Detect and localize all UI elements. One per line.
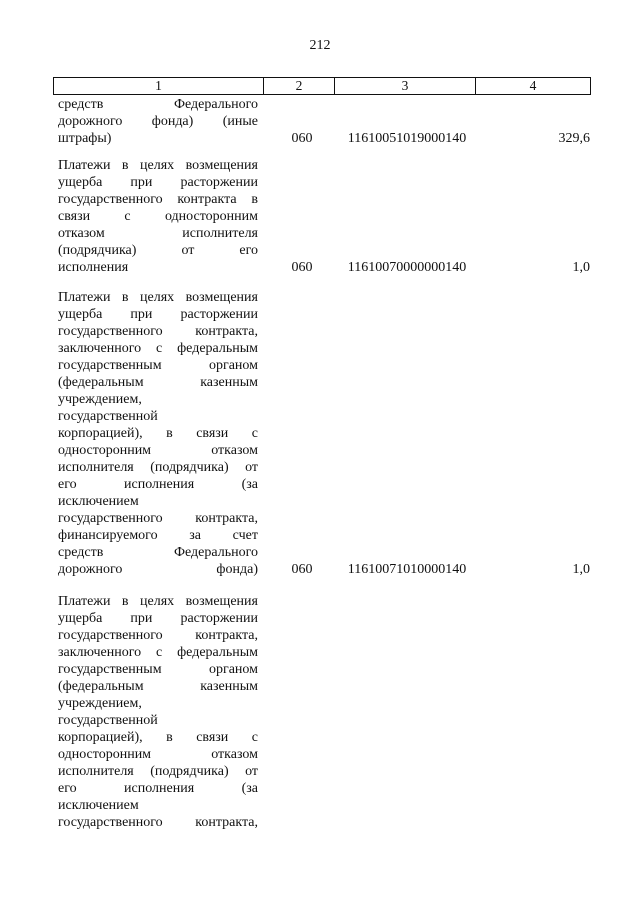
description-word: штрафы) — [58, 131, 112, 146]
description-word: ущерба — [58, 307, 103, 322]
description-word: (за — [241, 781, 258, 796]
description-line — [58, 225, 258, 242]
description-word: в — [166, 730, 173, 745]
description-word: исполнителя — [58, 460, 134, 475]
column-header-3: 3 — [335, 78, 476, 95]
description-word: исполнения — [124, 781, 195, 796]
row-amount: 1,0 — [572, 260, 590, 275]
description-line — [58, 510, 258, 527]
row-code: 060 — [291, 131, 313, 146]
row-amount: 1,0 — [572, 562, 590, 577]
row-description — [58, 289, 258, 578]
table-row — [58, 157, 590, 276]
description-word: при — [130, 611, 153, 626]
table-row — [58, 96, 590, 147]
description-word: (иные — [222, 114, 258, 129]
description-line — [58, 712, 258, 729]
description-word: исполнителя — [58, 764, 134, 779]
description-word: дорожного — [58, 114, 123, 129]
description-word: односторонним — [58, 747, 152, 762]
description-word: отказом — [58, 226, 105, 241]
description-word: его — [58, 477, 77, 492]
description-word: государственного — [58, 628, 163, 643]
description-line — [58, 593, 258, 610]
description-line — [58, 174, 258, 191]
description-line — [58, 459, 258, 476]
description-word: за — [189, 528, 201, 543]
description-word: контракта, — [195, 628, 258, 643]
description-word: дорожного фонда) — [58, 562, 258, 577]
description-word: его — [239, 243, 258, 258]
description-word: при — [130, 175, 153, 190]
row-description — [58, 593, 258, 831]
page-number: 212 — [309, 38, 331, 53]
description-line — [58, 113, 258, 130]
description-word: Платежи — [58, 594, 111, 609]
description-word: корпорацией), — [58, 730, 143, 745]
description-word: возмещения — [185, 158, 258, 173]
description-word: исполнения — [58, 260, 129, 275]
description-line — [58, 561, 258, 578]
description-word: (федеральным — [58, 679, 144, 694]
description-word: государственным — [58, 662, 162, 677]
description-word: в — [166, 426, 173, 441]
description-word: целях — [140, 594, 175, 609]
description-word: средств — [58, 97, 104, 112]
description-word: государственного контракта, — [58, 815, 258, 830]
description-line — [58, 442, 258, 459]
description-line — [58, 476, 258, 493]
description-word: государственного — [58, 324, 163, 339]
description-word: корпорацией), — [58, 426, 143, 441]
description-word: отказом — [211, 443, 258, 458]
description-line — [58, 340, 258, 357]
description-line — [58, 678, 258, 695]
description-word: с — [124, 209, 131, 224]
description-line — [58, 797, 258, 814]
description-word: федеральным — [177, 645, 258, 660]
description-word: учреждением, — [58, 392, 142, 407]
description-word: возмещения — [185, 594, 258, 609]
description-word: (подрядчика) — [150, 460, 229, 475]
row-description — [58, 157, 258, 276]
description-word: с — [251, 426, 258, 441]
column-header-2: 2 — [264, 78, 335, 95]
description-word: фонда) — [151, 114, 194, 129]
description-word: исполнителя — [182, 226, 258, 241]
description-word: расторжении — [180, 611, 258, 626]
description-word: учреждением, — [58, 696, 142, 711]
description-word: его — [58, 781, 77, 796]
description-word: органом — [208, 358, 258, 373]
description-word: связи — [58, 209, 91, 224]
description-word: с — [251, 730, 258, 745]
description-word: заключенного — [58, 341, 142, 356]
description-word: возмещения — [185, 290, 258, 305]
description-word: (федеральным — [58, 375, 144, 390]
description-line — [58, 627, 258, 644]
description-line — [58, 96, 258, 113]
table-row — [58, 289, 590, 578]
column-header-4: 4 — [476, 78, 591, 95]
table-row — [58, 593, 590, 831]
description-line — [58, 695, 258, 712]
description-word: контракта — [177, 192, 237, 207]
row-kbk-code: 11610070000000140 — [347, 260, 467, 275]
description-word: Федерального — [173, 545, 258, 560]
description-word: государственным — [58, 358, 162, 373]
description-word: исключением — [58, 494, 139, 509]
description-word: в — [121, 594, 129, 609]
description-word: связи — [196, 730, 229, 745]
description-line — [58, 259, 258, 276]
description-word: от — [245, 460, 258, 475]
description-line — [58, 610, 258, 627]
description-word: односторонним — [164, 209, 258, 224]
description-word: в — [121, 158, 129, 173]
row-code: 060 — [291, 562, 313, 577]
description-line — [58, 391, 258, 408]
description-line — [58, 408, 258, 425]
description-word: государственной — [58, 409, 158, 424]
column-header-1: 1 — [54, 78, 264, 95]
description-line — [58, 242, 258, 259]
description-line — [58, 661, 258, 678]
description-word: федеральным — [177, 341, 258, 356]
column-header-row — [54, 78, 591, 95]
row-description — [58, 96, 258, 147]
description-word: контракта, — [195, 324, 258, 339]
description-word: Платежи — [58, 158, 111, 173]
description-word: казенным — [200, 375, 258, 390]
description-word: односторонним — [58, 443, 152, 458]
description-line — [58, 357, 258, 374]
description-line — [58, 814, 258, 831]
description-word: средств — [58, 545, 104, 560]
description-word: с — [155, 341, 163, 356]
description-word: целях — [140, 290, 175, 305]
description-line — [58, 130, 258, 147]
description-word: органом — [208, 662, 258, 677]
description-word: счет — [232, 528, 258, 543]
description-line — [58, 493, 258, 510]
description-word: в — [251, 192, 258, 207]
description-word: исполнения — [124, 477, 195, 492]
row-kbk-code: 11610071010000140 — [347, 562, 467, 577]
description-line — [58, 323, 258, 340]
description-word: ущерба — [58, 175, 103, 190]
description-word: (за — [241, 477, 258, 492]
description-word: казенным — [200, 679, 258, 694]
description-word: государственной — [58, 713, 158, 728]
description-word: (подрядчика) — [150, 764, 229, 779]
description-word: заключенного — [58, 645, 142, 660]
row-kbk-code: 11610051019000140 — [347, 131, 467, 146]
description-line — [58, 644, 258, 661]
description-word: связи — [196, 426, 229, 441]
description-line — [58, 306, 258, 323]
description-line — [58, 544, 258, 561]
description-word: (подрядчика) — [58, 243, 137, 258]
description-word: Платежи — [58, 290, 111, 305]
description-word: расторжении — [180, 307, 258, 322]
description-word: ущерба — [58, 611, 103, 626]
description-word: в — [121, 290, 129, 305]
description-line — [58, 208, 258, 225]
description-word: Федерального — [173, 97, 258, 112]
description-line — [58, 191, 258, 208]
description-word: финансируемого — [58, 528, 158, 543]
row-amount: 329,6 — [558, 131, 590, 146]
description-line — [58, 763, 258, 780]
description-word: целях — [140, 158, 175, 173]
description-line — [58, 374, 258, 391]
description-word: при — [130, 307, 153, 322]
description-line — [58, 157, 258, 174]
description-line — [58, 729, 258, 746]
description-line — [58, 746, 258, 763]
description-line — [58, 425, 258, 442]
description-word: расторжении — [180, 175, 258, 190]
description-word: с — [155, 645, 163, 660]
description-word: государственного — [58, 511, 163, 526]
column-header-table — [53, 77, 591, 95]
description-word: отказом — [211, 747, 258, 762]
description-word: от — [181, 243, 195, 258]
description-word: от — [245, 764, 258, 779]
description-line — [58, 527, 258, 544]
description-word: исключением — [58, 798, 139, 813]
description-line — [58, 289, 258, 306]
description-word: контракта, — [195, 511, 258, 526]
description-word: государственного — [58, 192, 163, 207]
description-line — [58, 780, 258, 797]
row-code: 060 — [291, 260, 313, 275]
